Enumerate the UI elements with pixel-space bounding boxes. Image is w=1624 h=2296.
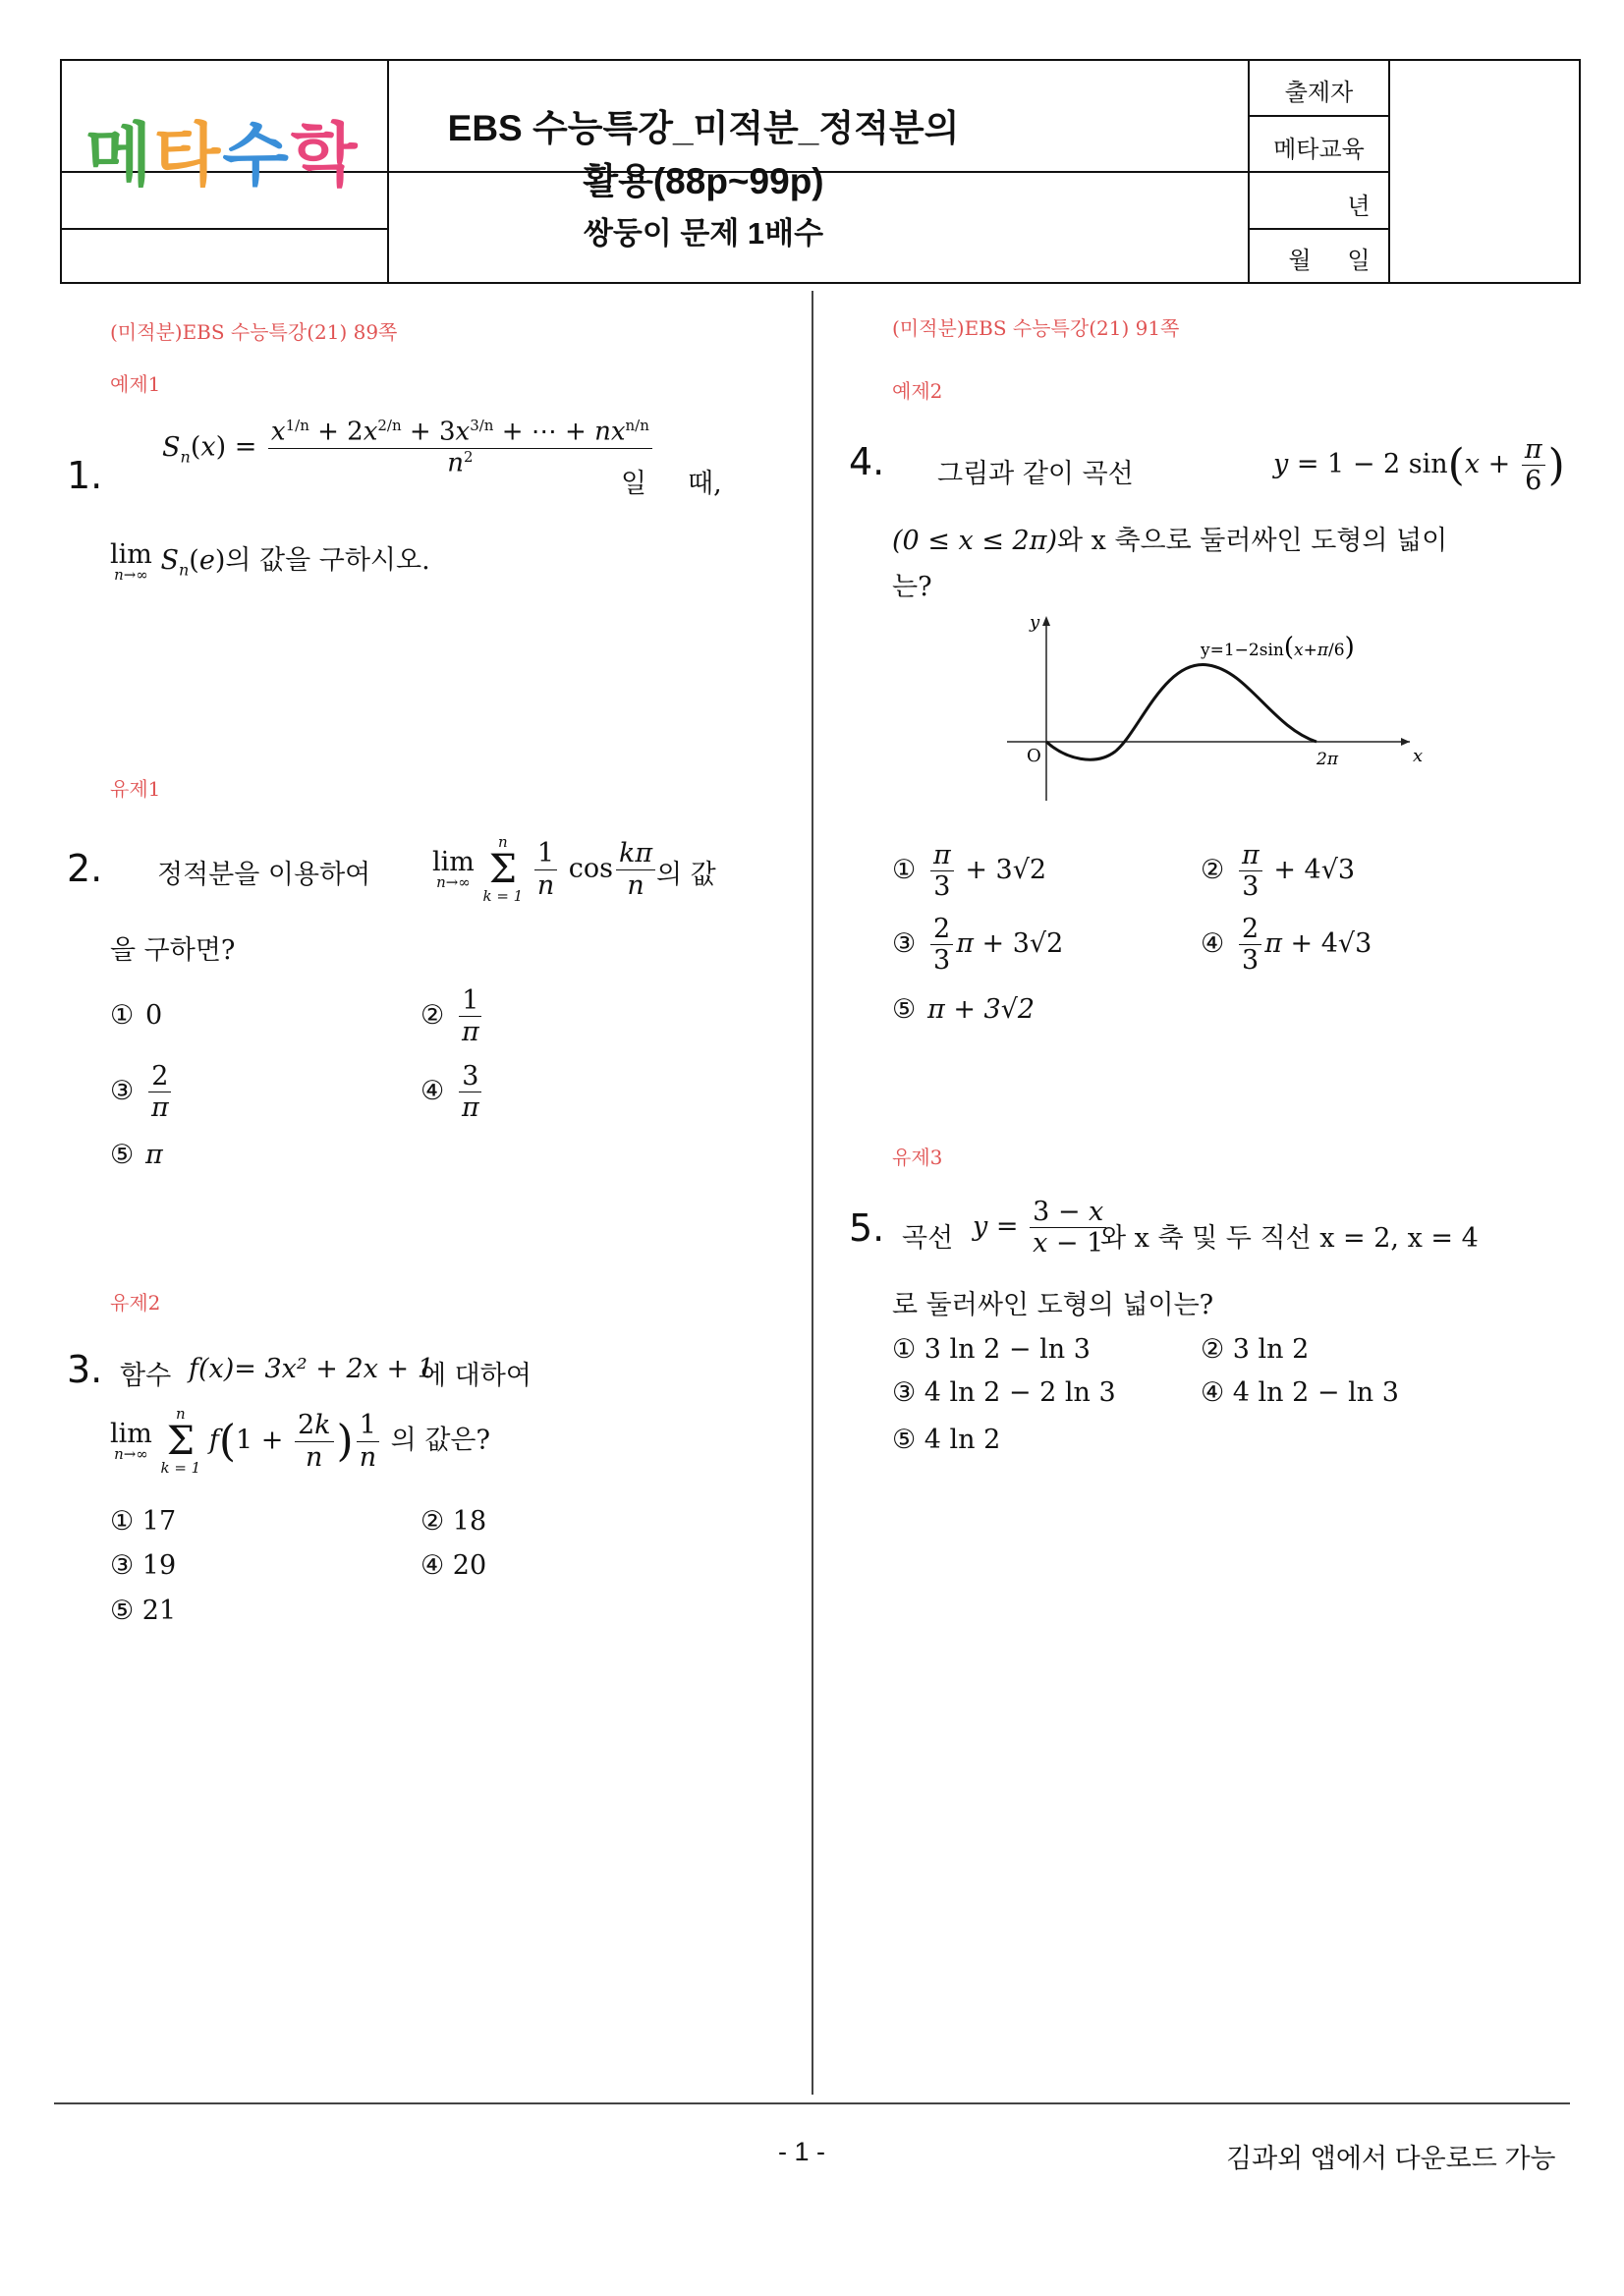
problem-number: 2. [67,847,103,890]
page-subtitle: 쌍둥이 문제 1배수 [583,216,824,251]
problem-number: 1. [67,454,103,497]
problem-tag: 유제2 [110,1291,161,1315]
x-axis-label: x [1413,746,1424,766]
month-label: 월 [1288,248,1312,274]
choice-2[interactable]: ② $\frac{1}{\pi}$ [420,985,485,1047]
choice-3[interactable]: ③ $\frac{2}{\pi}$ [110,1061,175,1123]
choice-5[interactable]: ⑤ 4 ln 2 [892,1425,1001,1455]
problem-number: 4. [849,440,885,483]
source-label: (미적분)EBS 수능특강(21) 91쪽 [892,316,1180,340]
choice-4[interactable]: ④ $\frac{3}{\pi}$ [420,1061,485,1123]
choice-4[interactable]: ④ 4 ln 2 − ln 3 [1201,1377,1399,1408]
problem-1-question: lim n→∞ $S_n(e)$의 값을 구하시오. [110,538,430,584]
choice-1[interactable]: ① 0 [110,1000,163,1031]
logo: 메타수학 [85,115,360,196]
column-divider [812,291,813,2095]
choice-5[interactable]: ⑤ π [110,1140,163,1170]
author-value: 메타교육 [1273,137,1365,163]
problem-tag: 유제1 [110,777,161,801]
choice-2[interactable]: ② $\frac{\pi}{3}$ + 4√3 [1201,840,1356,903]
day-label: 일 [1347,248,1371,274]
sine-curve [1046,665,1316,760]
x-tick-2pi: 2π [1316,750,1338,769]
choice-2[interactable]: ② 3 ln 2 [1201,1334,1310,1365]
choice-3[interactable]: ③ $\frac{2}{3}$ π + 3√2 [892,914,1064,977]
problem-4-formula: y = 1 − 2 sin(x + $\frac{\pi}{6}$ ) [1273,434,1565,497]
problem-3-function: f(x)= 3x² + 2x + 1 [189,1354,434,1384]
page-number: - 1 - [778,2137,826,2166]
problem-number: 5. [849,1206,885,1250]
choice-4[interactable]: ④ $\frac{2}{3}$ π + 4√3 [1201,914,1372,977]
page-title: EBS 수능특강_미적분_정적분의 활용(88p~99p) [447,108,960,201]
choice-2[interactable]: ② 18 [420,1506,487,1537]
footer-note: 김과외 앱에서 다운로드 가능 [1226,2144,1556,2173]
source-label: (미적분)EBS 수능특강(21) 89쪽 [110,320,398,344]
header-table [60,59,1581,284]
choice-3[interactable]: ③ 19 [110,1550,177,1581]
choice-1[interactable]: ① 3 ln 2 − ln 3 [892,1334,1091,1365]
problem-tag: 예제2 [892,379,943,403]
choice-1[interactable]: ① $\frac{\pi}{3}$ + 3√2 [892,840,1047,903]
choice-3[interactable]: ③ 4 ln 2 − 2 ln 3 [892,1377,1116,1408]
author-label: 출제자 [1284,80,1354,106]
problem-tag: 유제3 [892,1146,943,1169]
problem-5-formula: y = $\frac{3 - x}{x - 1}$ [973,1197,1109,1259]
problem-tag: 예제1 [110,372,161,396]
choice-5[interactable]: ⑤ 21 [110,1596,177,1626]
choice-4[interactable]: ④ 20 [420,1550,487,1581]
footer-rule [54,2102,1570,2104]
problem-3-formula: lim n→∞ n Σ k = 1 f(1 + $\frac{2k}{n}$ ) $\frac{1}{n}$ 의 값은? [110,1405,490,1477]
problem-1-formula: $S_n(x)$ = $\frac{x^{1/n} + 2x^{2/n} + 3x^{3/n} + \cdots + nx^{n/n}}{n^2}$ [162,418,655,478]
origin-label: O [1027,746,1041,766]
problem-2-formula: lim n→∞ n Σ k = 1 $\frac{1}{n}$ cos $\frac{k\pi}{n}$ [432,835,658,904]
y-axis-label: y [1030,612,1040,633]
year-label: 년 [1347,194,1371,220]
curve-label: y=1−2sin(x+π/6) [1201,633,1355,662]
choice-5[interactable]: ⑤ π + 3√2 [892,994,1036,1025]
choice-1[interactable]: ① 17 [110,1506,177,1537]
problem-number: 3. [67,1348,103,1391]
sine-graph [992,604,1425,811]
